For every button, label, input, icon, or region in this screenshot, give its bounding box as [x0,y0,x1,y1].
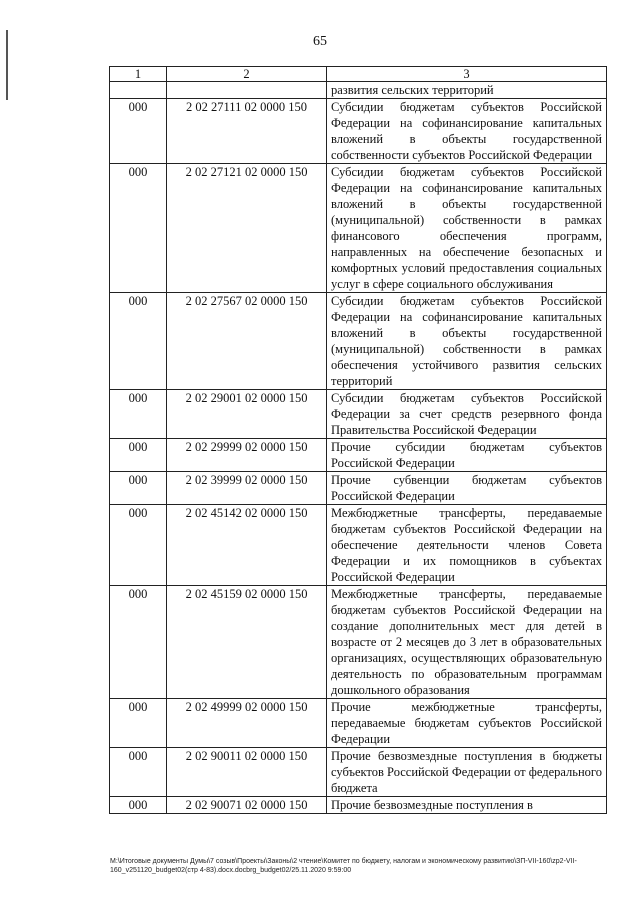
revenue-description: Субсидии бюджетам субъектов Российской Федерации на софинансирование капитальных вложений в объекты государственной (муниципальной) собственности в рамках финансового обеспечения программ, направленных на обеспечение безопасных и комфортных условий предоставления социальных услуг в сфере социального обслуживания [327,164,607,293]
budget-classification-code: 2 02 45159 02 0000 150 [167,586,327,699]
table-row [110,164,607,293]
admin-code: 000 [110,586,167,699]
continuation-empty-2 [167,82,327,99]
admin-code: 000 [110,472,167,505]
revenue-description: Субсидии бюджетам субъектов Российской Федерации за счет средств резервного фонда Правительства Российской Федерации [327,390,607,439]
table-row [110,748,607,797]
revenue-description: Межбюджетные трансферты, передаваемые бюджетам субъектов Российской Федерации на обеспечение деятельности членов Совета Федерации и их помощников в субъектах Российской Федерации [327,505,607,586]
header-col-2: 2 [167,67,327,82]
budget-classification-code: 2 02 27567 02 0000 150 [167,293,327,390]
admin-code: 000 [110,164,167,293]
revenue-description: Межбюджетные трансферты, передаваемые бюджетам субъектов Российской Федерации на создание дополнительных мест для детей в возрасте от 2 месяцев до 3 лет в образовательных организациях, осуществляющих образовательную деятельность по образовательным программам дошкольного образования [327,586,607,699]
admin-code: 000 [110,293,167,390]
budget-classification-code: 2 02 39999 02 0000 150 [167,472,327,505]
document-path-footer: M:\Итоговые документы Думы\7 созыв\Проекты\Законы\2 чтение\Комитет по бюджету, налогам и экономическому развитию\ЗП-VII-160\zp2-VII-160_v251120_budget02(стр 4-83).docx.docbrg_budget02/25.11.2020 9:59:00 [110,858,577,874]
budget-classification-code: 2 02 29001 02 0000 150 [167,390,327,439]
continuation-empty-1 [110,82,167,99]
admin-code: 000 [110,439,167,472]
admin-code: 000 [110,505,167,586]
table-row [110,699,607,748]
revenue-description: Субсидии бюджетам субъектов Российской Федерации на софинансирование капитальных вложений в объекты государственной (муниципальной) собственности в рамках обеспечения устойчивого развития сельских территорий [327,293,607,390]
admin-code: 000 [110,748,167,797]
budget-classification-code: 2 02 27111 02 0000 150 [167,99,327,164]
page-number: 65 [313,34,327,49]
table-row [110,439,607,472]
budget-classification-code: 2 02 49999 02 0000 150 [167,699,327,748]
budget-classification-code: 2 02 90071 02 0000 150 [167,797,327,814]
admin-code: 000 [110,99,167,164]
table-row [110,586,607,699]
continuation-text: развития сельских территорий [327,82,607,99]
revenue-description: Прочие субвенции бюджетам субъектов Российской Федерации [327,472,607,505]
continuation-row [110,82,607,99]
budget-classification-code: 2 02 27121 02 0000 150 [167,164,327,293]
header-col-3: 3 [327,67,607,82]
revenue-description: Субсидии бюджетам субъектов Российской Федерации на софинансирование капитальных вложений в объекты государственной собственности субъектов Российской Федерации [327,99,607,164]
admin-code: 000 [110,797,167,814]
revenue-description: Прочие межбюджетные трансферты, передаваемые бюджетам субъектов Российской Федерации [327,699,607,748]
budget-classification-code: 2 02 45142 02 0000 150 [167,505,327,586]
revenue-description: Прочие субсидии бюджетам субъектов Российской Федерации [327,439,607,472]
revenue-description: Прочие безвозмездные поступления в [327,797,607,814]
margin-mark [6,30,8,100]
revenue-description: Прочие безвозмездные поступления в бюджеты субъектов Российской Федерации от федерального бюджета [327,748,607,797]
table-row [110,99,607,164]
header-col-1: 1 [110,67,167,82]
budget-codes-table [109,66,607,814]
table-row [110,472,607,505]
header-row [110,67,607,82]
table-row [110,505,607,586]
table-row [110,797,607,814]
budget-classification-code: 2 02 90011 02 0000 150 [167,748,327,797]
table-row [110,293,607,390]
admin-code: 000 [110,699,167,748]
admin-code: 000 [110,390,167,439]
budget-classification-code: 2 02 29999 02 0000 150 [167,439,327,472]
table-row [110,390,607,439]
